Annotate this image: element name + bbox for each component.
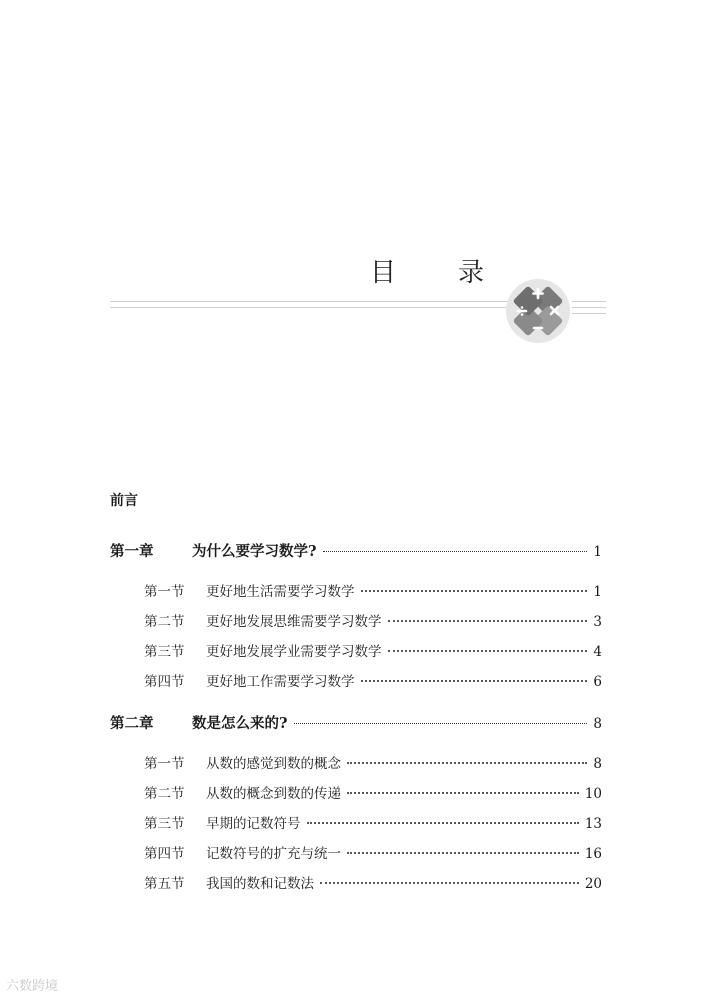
chapter-number: 第一章: [110, 543, 154, 560]
section-title: 更好地发展思维需要学习数学: [206, 614, 382, 630]
dot-leader: [347, 762, 587, 764]
toc-section[interactable]: [110, 640, 602, 660]
section-title: 更好地生活需要学习数学: [206, 584, 355, 600]
page-number: 3: [593, 614, 602, 630]
dot-leader: [361, 680, 588, 682]
dot-leader: [294, 723, 588, 724]
chapter-title: 为什么要学习数学?: [192, 543, 317, 560]
page-number: 13: [584, 816, 602, 832]
dot-leader: [320, 882, 579, 884]
dot-leader: [347, 852, 579, 854]
section-number: 第四节: [144, 674, 185, 690]
toc-chapter-1[interactable]: [110, 540, 602, 560]
title-rule-stub: [572, 301, 606, 302]
section-number: 第一节: [144, 756, 185, 772]
toc-section[interactable]: [110, 610, 602, 630]
page-number: 10: [584, 786, 602, 802]
toc-section[interactable]: [110, 812, 602, 832]
dot-leader: [323, 551, 588, 552]
section-number: 第三节: [144, 816, 185, 832]
section-title: 早期的记数符号: [206, 816, 301, 832]
section-number: 第四节: [144, 846, 185, 862]
section-number: 第二节: [144, 786, 185, 802]
toc-section[interactable]: [110, 752, 602, 772]
chapter-title: 数是怎么来的?: [192, 715, 288, 732]
section-number: 第三节: [144, 644, 185, 660]
page-number: 8: [593, 756, 602, 772]
page-number: 1: [593, 584, 602, 600]
toc-section[interactable]: [110, 842, 602, 862]
toc-chapter-2[interactable]: [110, 712, 602, 732]
page-number: 6: [593, 674, 602, 690]
math-operators-emblem-icon: [505, 278, 571, 344]
title-rule: [110, 307, 510, 308]
toc-section[interactable]: [110, 670, 602, 690]
chapter-number: 第二章: [110, 715, 154, 732]
title-char-2: 录: [458, 258, 485, 288]
page-number: 16: [584, 846, 602, 862]
dot-leader: [388, 620, 588, 622]
title-rule-stub: [572, 313, 606, 314]
title-char-1: 目: [370, 258, 397, 288]
page-number: 4: [593, 644, 602, 660]
dot-leader: [347, 792, 579, 794]
page-number: 8: [593, 716, 602, 732]
dot-leader: [307, 822, 579, 824]
toc-section[interactable]: [110, 580, 602, 600]
page-number: 1: [593, 544, 602, 560]
title-rule: [110, 301, 510, 302]
section-title: 更好地工作需要学习数学: [206, 674, 355, 690]
title-rule-stub: [572, 307, 606, 308]
section-title: 从数的感觉到数的概念: [206, 756, 341, 772]
page-title: [370, 252, 520, 286]
section-title: 我国的数和记数法: [206, 876, 314, 892]
toc-section[interactable]: [110, 782, 602, 802]
section-number: 第五节: [144, 876, 185, 892]
section-title: 记数符号的扩充与统一: [206, 846, 341, 862]
page-number: 20: [584, 876, 602, 892]
section-title: 更好地发展学业需要学习数学: [206, 644, 382, 660]
section-number: 第二节: [144, 614, 185, 630]
dot-leader: [388, 650, 588, 652]
dot-leader: [361, 590, 588, 592]
toc-section[interactable]: [110, 872, 602, 892]
section-title: 从数的概念到数的传递: [206, 786, 341, 802]
section-number: 第一节: [144, 584, 185, 600]
toc-preface[interactable]: 前言: [110, 493, 138, 509]
watermark: 六数跨境: [6, 979, 59, 994]
